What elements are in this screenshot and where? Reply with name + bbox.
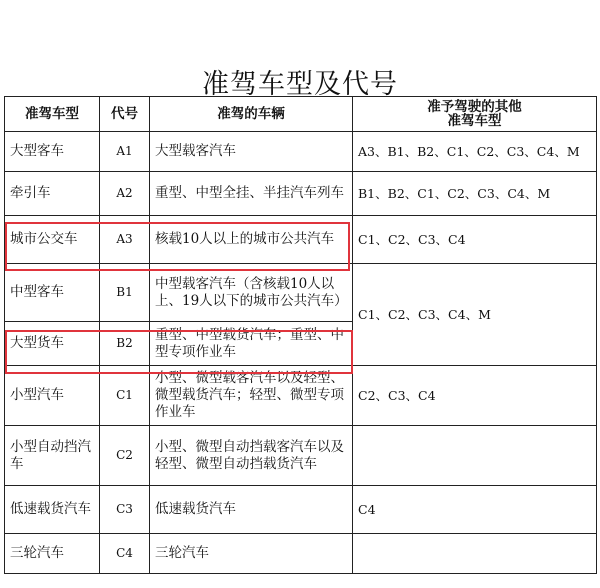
license-class-table — [4, 96, 597, 574]
header-other-types: 准予驾驶的其他 准驾车型 — [353, 97, 597, 132]
cell-others: C2、C3、C4 — [353, 366, 597, 426]
cell-code: C1 — [100, 366, 150, 426]
table-row — [5, 426, 597, 486]
table-row — [5, 172, 597, 216]
cell-vehicles: 核载10人以上的城市公共汽车 — [150, 216, 353, 264]
cell-code: A1 — [100, 132, 150, 172]
cell-type: 小型汽车 — [5, 366, 100, 426]
cell-others — [353, 534, 597, 574]
table-row — [5, 366, 597, 426]
cell-vehicles: 小型、微型自动挡载客汽车以及轻型、微型自动挡载货汽车 — [150, 426, 353, 486]
cell-others: B1、B2、C1、C2、C3、C4、M — [353, 172, 597, 216]
cell-vehicles: 重型、中型全挂、半挂汽车列车 — [150, 172, 353, 216]
cell-others: C1、C2、C3、C4、M — [353, 264, 597, 366]
cell-others: C4 — [353, 486, 597, 534]
cell-vehicles: 大型载客汽车 — [150, 132, 353, 172]
cell-type: 低速载货汽车 — [5, 486, 100, 534]
cell-type: 城市公交车 — [5, 216, 100, 264]
cell-code: C4 — [100, 534, 150, 574]
cell-code: B1 — [100, 264, 150, 322]
cell-type: 牵引车 — [5, 172, 100, 216]
table-row — [5, 132, 597, 172]
header-license-type: 准驾车型 — [5, 97, 100, 132]
cell-type: 小型自动挡汽车 — [5, 426, 100, 486]
cell-vehicles: 小型、微型载客汽车以及轻型、微型载货汽车；轻型、微型专项作业车 — [150, 366, 353, 426]
cell-vehicles: 低速载货汽车 — [150, 486, 353, 534]
table-header-row — [5, 97, 597, 132]
cell-code: A3 — [100, 216, 150, 264]
cell-others: C1、C2、C3、C4 — [353, 216, 597, 264]
table-row — [5, 486, 597, 534]
table-row — [5, 534, 597, 574]
cell-others — [353, 426, 597, 486]
cell-type: 中型客车 — [5, 264, 100, 322]
cell-type: 大型客车 — [5, 132, 100, 172]
cell-type: 三轮汽车 — [5, 534, 100, 574]
cell-code: C3 — [100, 486, 150, 534]
header-code: 代号 — [100, 97, 150, 132]
cell-code: A2 — [100, 172, 150, 216]
cell-vehicles: 中型载客汽车（含核载10人以上、19人以下的城市公共汽车） — [150, 264, 353, 322]
cell-code: C2 — [100, 426, 150, 486]
cell-code: B2 — [100, 322, 150, 366]
cell-others: A3、B1、B2、C1、C2、C3、C4、M — [353, 132, 597, 172]
cell-type: 大型货车 — [5, 322, 100, 366]
header-vehicles: 准驾的车辆 — [150, 97, 353, 132]
cell-vehicles: 重型、中型载货汽车；重型、中型专项作业车 — [150, 322, 353, 366]
table-row — [5, 264, 597, 322]
page-title: 准驾车型及代号 — [202, 69, 398, 100]
cell-vehicles: 三轮汽车 — [150, 534, 353, 574]
table-row — [5, 216, 597, 264]
